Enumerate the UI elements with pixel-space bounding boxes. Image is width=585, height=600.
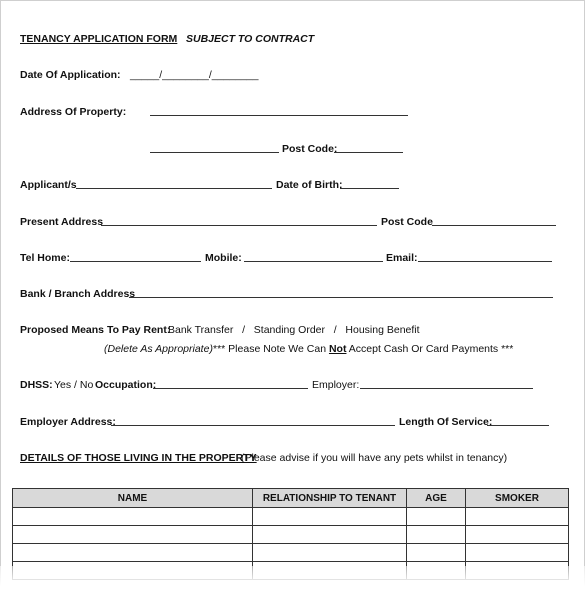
proposed-means-label: Proposed Means To Pay Rent:: [20, 324, 171, 336]
employer-address-label: Employer Address:: [20, 416, 116, 428]
mobile-label: Mobile:: [205, 252, 242, 264]
occupation-label: Occupation:: [95, 379, 157, 391]
table-row: [13, 526, 569, 544]
bank-branch-address-label: Bank / Branch Address: [20, 288, 136, 300]
form-title: TENANCY APPLICATION FORM: [20, 33, 178, 45]
date-of-birth-field[interactable]: [340, 188, 399, 189]
relationship-cell[interactable]: [253, 526, 407, 544]
email-label: Email:: [386, 252, 418, 264]
smoker-cell[interactable]: [466, 508, 569, 526]
name-cell[interactable]: [13, 526, 253, 544]
age-cell[interactable]: [407, 508, 466, 526]
length-of-service-field[interactable]: [487, 425, 549, 426]
column-header-smoker: SMOKER: [466, 489, 569, 508]
name-cell[interactable]: [13, 544, 253, 562]
details-heading: DETAILS OF THOSE LIVING IN THE PROPERTY: [20, 452, 257, 464]
payment-note-prefix: *** Please Note We Can: [213, 343, 329, 355]
page-fade-overlay: [0, 566, 585, 600]
bank-branch-address-field[interactable]: [129, 297, 553, 298]
present-address-field[interactable]: [101, 225, 377, 226]
dhss-options[interactable]: Yes / No: [54, 379, 94, 391]
payment-note-suffix: Accept Cash Or Card Payments ***: [346, 343, 514, 355]
occupation-field[interactable]: [153, 388, 308, 389]
post-code-label: Post Code:: [282, 143, 338, 155]
relationship-cell[interactable]: [253, 544, 407, 562]
payment-options[interactable]: Bank Transfer / Standing Order / Housing Benefit: [168, 324, 420, 336]
details-note: (Please advise if you will have any pets whilst in tenancy): [241, 452, 508, 464]
delete-as-appropriate-note: (Delete As Appropriate): [104, 343, 213, 355]
payment-note-not: Not: [328, 343, 347, 355]
present-post-code-field[interactable]: [432, 225, 556, 226]
table-row: [13, 544, 569, 562]
present-post-code-label: Post Code: [381, 216, 433, 228]
tel-home-label: Tel Home:: [20, 252, 70, 264]
date-of-application-label: Date Of Application:: [20, 69, 121, 81]
address-of-property-field[interactable]: [150, 115, 408, 116]
post-code-field[interactable]: [334, 152, 403, 153]
applicants-field[interactable]: [76, 188, 272, 189]
column-header-relationship: RELATIONSHIP TO TENANT: [253, 489, 407, 508]
address-of-property-label: Address Of Property:: [20, 106, 127, 118]
applicants-label: Applicant/s: [20, 179, 77, 191]
age-cell[interactable]: [407, 544, 466, 562]
dhss-label: DHSS:: [20, 379, 53, 391]
employer-label: Employer:: [312, 379, 360, 391]
employer-address-field[interactable]: [111, 425, 395, 426]
name-cell[interactable]: [13, 508, 253, 526]
length-of-service-label: Length Of Service:: [399, 416, 493, 428]
address-of-property-line-2[interactable]: [150, 152, 279, 153]
smoker-cell[interactable]: [466, 544, 569, 562]
present-address-label: Present Address: [20, 216, 104, 228]
table-row: [13, 508, 569, 526]
payment-note: [213, 343, 513, 355]
column-header-name: NAME: [13, 489, 253, 508]
column-header-age: AGE: [407, 489, 466, 508]
smoker-cell[interactable]: [466, 526, 569, 544]
relationship-cell[interactable]: [253, 508, 407, 526]
tel-home-field[interactable]: [70, 261, 201, 262]
employer-field[interactable]: [360, 388, 533, 389]
mobile-field[interactable]: [244, 261, 383, 262]
form-subtitle: SUBJECT TO CONTRACT: [186, 33, 315, 45]
table-header-row: [13, 489, 569, 508]
date-of-birth-label: Date of Birth:: [276, 179, 343, 191]
email-field[interactable]: [418, 261, 552, 262]
date-of-application-field[interactable]: _____/________/________: [130, 69, 259, 81]
age-cell[interactable]: [407, 526, 466, 544]
